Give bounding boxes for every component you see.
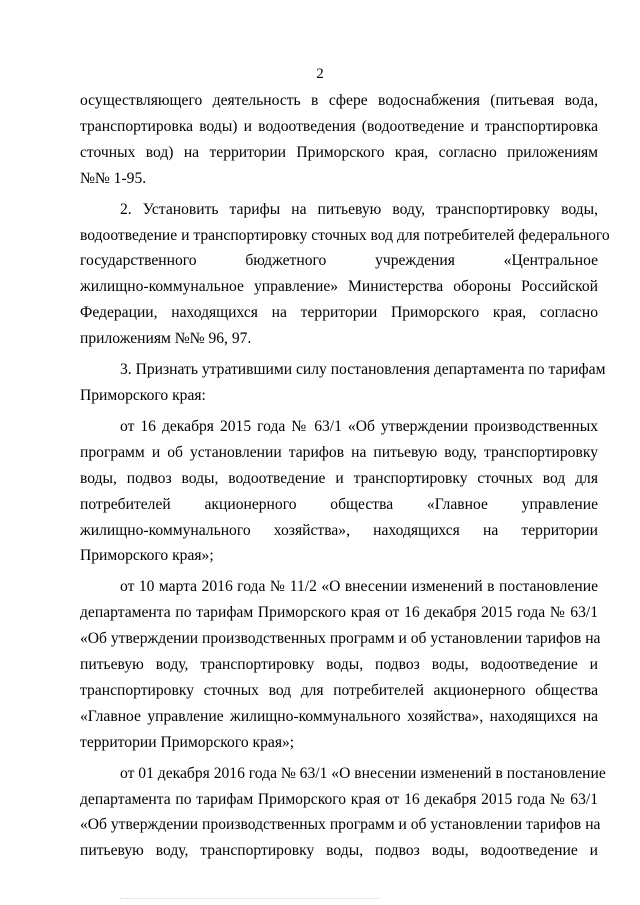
paragraph-2-tariffs bbox=[80, 197, 610, 352]
text-line: Приморского края»; bbox=[80, 547, 214, 565]
text-line: 3. Признать утратившими силу постановления департамента по тарифам bbox=[120, 361, 606, 379]
text-line: транспортировка воды) и водоотведения (водоотведение и транспортировка bbox=[80, 117, 598, 135]
text-line: государственного бюджетного учреждения «Центральное bbox=[80, 252, 598, 270]
text-line: №№ 1-95. bbox=[80, 169, 147, 187]
document-body bbox=[80, 88, 610, 869]
text-line: жилищно-коммунального хозяйства», находящихся на территории bbox=[80, 521, 598, 539]
text-line: питьевую воду, транспортировку воды, подвоз воды, водоотведение и bbox=[80, 656, 598, 674]
text-line: сточных вод) на территории Приморского края, согласно приложениям bbox=[80, 143, 598, 161]
text-line: «Главное управление жилищно-коммунального хозяйства», находящихся на bbox=[80, 707, 598, 725]
text-line: от 16 декабря 2015 года № 63/1 «Об утверждении производственных bbox=[120, 417, 598, 435]
paragraph-3-repeal bbox=[80, 357, 606, 409]
text-line: транспортировку сточных вод для потребителей акционерного общества bbox=[80, 681, 598, 699]
text-line: Федерации, находящихся на территории Приморского края, согласно bbox=[80, 304, 598, 322]
text-line: «Об утверждении производственных программ и об установлении тарифов на bbox=[80, 816, 601, 834]
text-line: Приморского края: bbox=[80, 386, 206, 404]
scan-artifact-line bbox=[120, 898, 380, 903]
text-line: от 10 марта 2016 года № 11/2 «О внесении изменений в постановление bbox=[120, 578, 598, 596]
text-line: от 01 декабря 2016 года № 63/1 «О внесении изменений в постановление bbox=[120, 764, 606, 782]
text-line: департамента по тарифам Приморского края от 16 декабря 2015 года № 63/1 bbox=[80, 604, 598, 622]
text-line: воды, подвоз воды, водоотведение и транспортировку сточных вод для bbox=[80, 469, 598, 487]
text-line: осуществляющего деятельность в сфере водоснабжения (питьевая вода, bbox=[80, 92, 598, 109]
paragraph-repeal-item-1 bbox=[80, 414, 598, 569]
text-line: водоотведение и транспортировку сточных вод для потребителей федерального bbox=[80, 226, 610, 244]
paragraph-repeal-item-2 bbox=[80, 574, 601, 755]
text-line: потребителей акционерного общества «Главное управление bbox=[80, 495, 598, 513]
text-line: территории Приморского края»; bbox=[80, 733, 295, 751]
text-line: 2. Установить тарифы на питьевую воду, транспортировку воды, bbox=[120, 200, 598, 218]
text-line: питьевую воду, транспортировку воды, подвоз воды, водоотведение и bbox=[80, 842, 598, 860]
text-line: жилищно-коммунальное управление» Министерства обороны Российской bbox=[80, 278, 598, 296]
paragraph-repeal-item-3 bbox=[80, 761, 606, 865]
text-line: программ и об установлении тарифов на питьевую воду, транспортировку bbox=[80, 443, 598, 461]
text-line: «Об утверждении производственных программ и об установлении тарифов на bbox=[80, 630, 601, 648]
page-number: 2 bbox=[316, 66, 324, 82]
text-line: приложениям №№ 96, 97. bbox=[80, 330, 252, 348]
paragraph-1-continuation bbox=[80, 88, 598, 192]
text-line: департамента по тарифам Приморского края от 16 декабря 2015 года № 63/1 bbox=[80, 790, 598, 808]
